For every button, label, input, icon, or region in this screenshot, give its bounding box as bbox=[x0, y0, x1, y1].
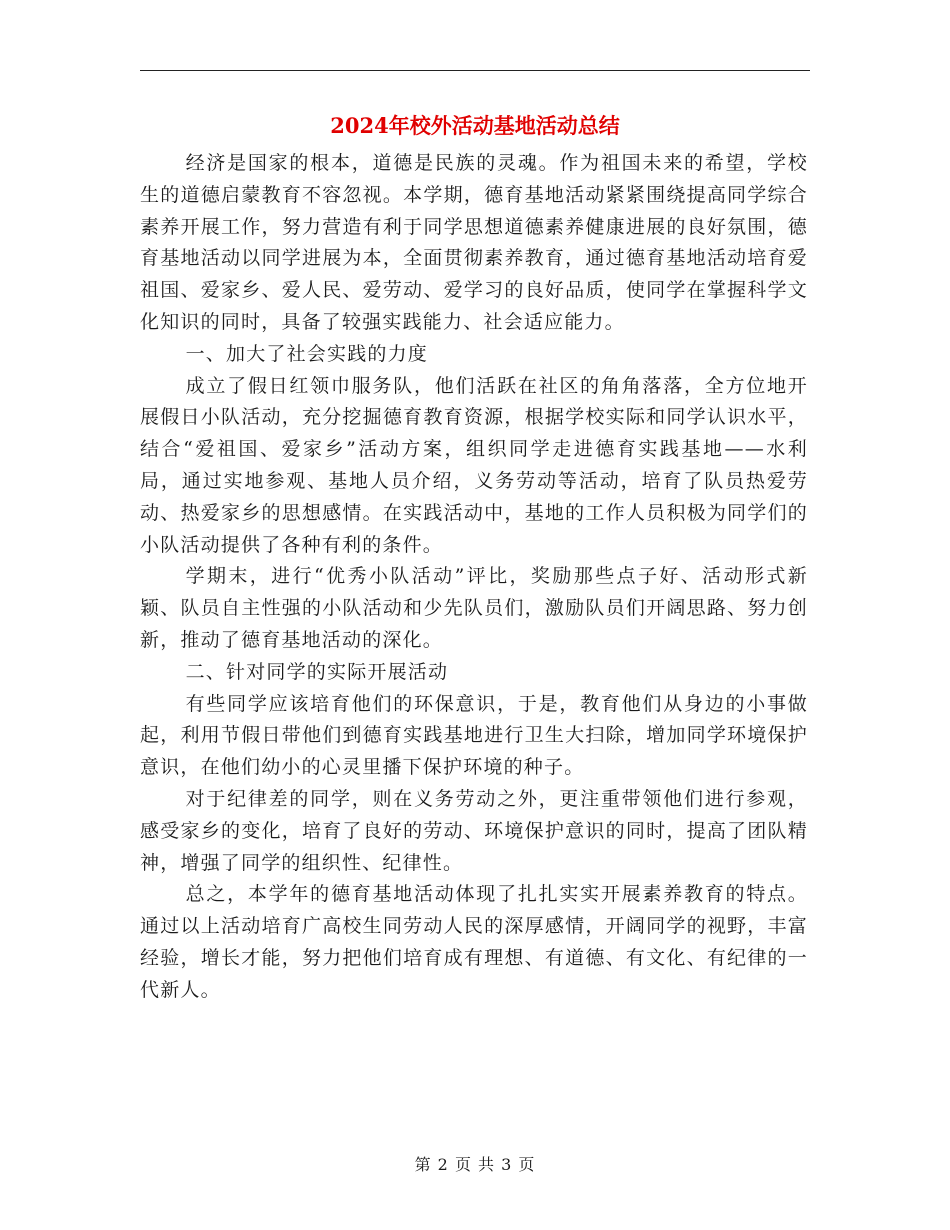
document-body bbox=[140, 148, 808, 1007]
section-heading-1: 一、加大了社会实践的力度 bbox=[185, 342, 428, 365]
paragraph-conclusion: 总之，本学年的德育基地活动体现了扎扎实实开展素养教育的特点。通过以上活动培育广高校生同劳动人民的深厚感情，开阔同学的视野，丰富经验，增长才能，努力把他们培育成有理想、有道德、有文化、有纪律的一代新人。 bbox=[140, 883, 808, 1001]
paragraph-service-team: 成立了假日红领巾服务队，他们活跃在社区的角角落落，全方位地开展假日小队活动，充分挖掘德育教育资源，根据学校实际和同学认识水平，结合“爱祖国、爱家乡”活动方案，组织同学走进德育实践基地——水利局，通过实地参观、基地人员介绍，义务劳动等活动，培育了队员热爱劳动、热爱家乡的思想感情。在实践活动中，基地的工作人员积极为同学们的小队活动提供了各种有利的条件。 bbox=[140, 374, 808, 556]
paragraph-environment: 有些同学应该培育他们的环保意识，于是，教育他们从身边的小事做起，利用节假日带他们到德育实践基地进行卫生大扫除，增加同学环境保护意识，在他们幼小的心灵里播下保护环境的种子。 bbox=[140, 692, 808, 779]
document-title: 2024年校外活动基地活动总结 bbox=[330, 113, 620, 138]
page-number: 第 2 页 共 3 页 bbox=[414, 1155, 536, 1174]
section-heading-2: 二、针对同学的实际开展活动 bbox=[185, 660, 449, 683]
paragraph-evaluation: 学期末，进行“优秀小队活动”评比，奖励那些点子好、活动形式新颖、队员自主性强的小队活动和少先队员们，激励队员们开阔思路、努力创新，推动了德育基地活动的深化。 bbox=[140, 565, 808, 651]
paragraph-discipline: 对于纪律差的同学，则在义务劳动之外，更注重带领他们进行参观，感受家乡的变化，培育了良好的劳动、环境保护意识的同时，提高了团队精神，增强了同学的组织性、纪律性。 bbox=[140, 787, 808, 874]
paragraph-intro: 经济是国家的根本，道德是民族的灵魂。作为祖国未来的希望，学校生的道德启蒙教育不容忽视。本学期，德育基地活动紧紧围绕提高同学综合素养开展工作，努力营造有利于同学思想道德素养健康进展的良好氛围，德育基地活动以同学进展为本，全面贯彻素养教育，通过德育基地活动培育爱祖国、爱家乡、爱人民、爱劳动、爱学习的良好品质，使同学在掌握科学文化知识的同时，具备了较强实践能力、社会适应能力。 bbox=[140, 152, 808, 333]
header-rule bbox=[140, 70, 810, 71]
